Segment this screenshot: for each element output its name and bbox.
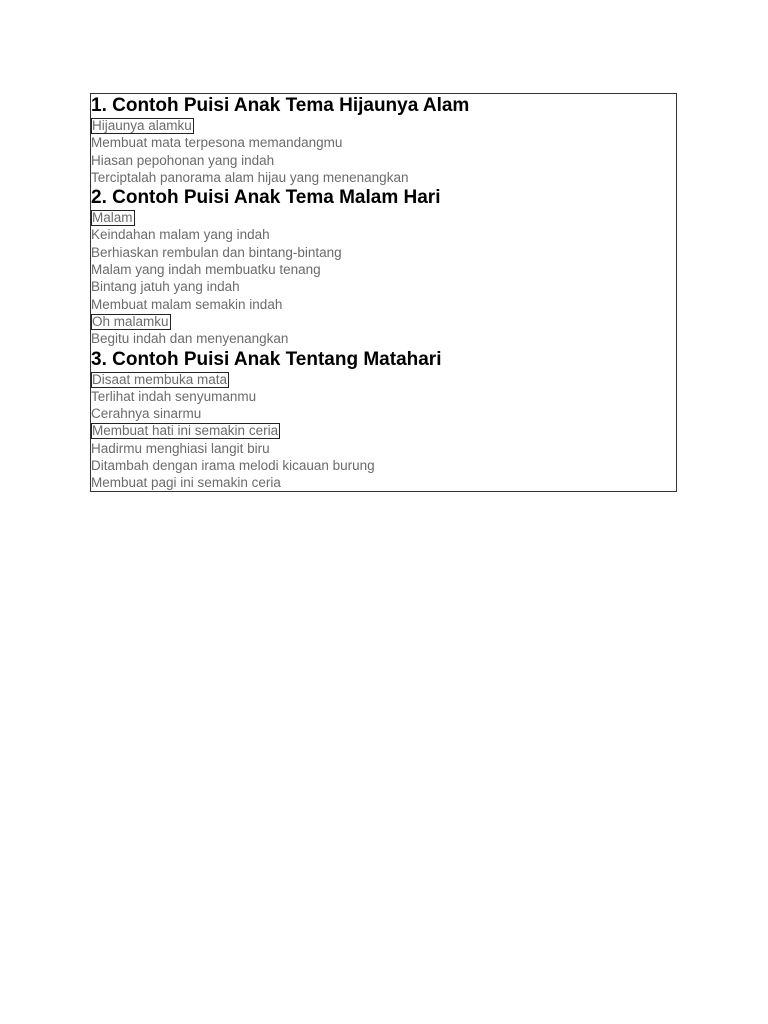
- poem-line: [91, 388, 676, 405]
- poem-line-text: Membuat pagi ini semakin ceria: [91, 475, 281, 491]
- poem-line-text: Terlihat indah senyumanmu: [91, 388, 257, 404]
- poem-line: [91, 152, 676, 169]
- document-content-box: [90, 93, 677, 492]
- poem-section-malam-hari: [91, 186, 676, 347]
- poem-line: [91, 209, 676, 226]
- poem-line: [91, 371, 676, 388]
- poem-line-text: Begitu indah dan menyenangkan: [91, 331, 289, 347]
- section-heading: 3. Contoh Puisi Anak Tentang Matahari: [91, 348, 442, 370]
- poem-line: [91, 422, 676, 439]
- poem-line-text: Bintang jatuh yang indah: [91, 279, 240, 295]
- poem-line: [91, 261, 676, 278]
- poem-line-text: Terciptalah panorama alam hijau yang menenangkan: [91, 169, 409, 185]
- poem-line-text: Malam yang indah membuatku tenang: [91, 262, 321, 278]
- poem-line-text: Membuat malam semakin indah: [91, 296, 283, 312]
- poem-section-matahari: [91, 348, 676, 492]
- poem-line: [91, 169, 676, 186]
- poem-section-hijaunya-alam: [91, 94, 676, 186]
- poem-line-text: Hijaunya alamku: [92, 118, 192, 133]
- poem-line: [91, 330, 676, 347]
- poem-line-text: Malam: [92, 210, 133, 226]
- poem-line: [91, 457, 676, 474]
- poem-line-text: Berhiaskan rembulan dan bintang-bintang: [91, 244, 342, 260]
- poem-line: [91, 226, 676, 243]
- poem-line-text: Cerahnya sinarmu: [91, 406, 202, 422]
- poem-line-text: Ditambah dengan irama melodi kicauan burung: [91, 458, 375, 474]
- poem-line-text: Oh malamku: [92, 313, 169, 329]
- poem-line: [91, 440, 676, 457]
- section-heading: 1. Contoh Puisi Anak Tema Hijaunya Alam: [91, 95, 470, 116]
- poem-line: [91, 474, 676, 491]
- poem-line: [91, 405, 676, 422]
- poem-line-text: Hiasan pepohonan yang indah: [91, 152, 275, 168]
- poem-line-text: Hadirmu menghiasi langit biru: [91, 440, 270, 456]
- poem-line-text: Membuat mata terpesona memandangmu: [91, 135, 343, 151]
- poem-line: [91, 278, 676, 295]
- poem-line-text: Disaat membuka mata: [92, 371, 228, 387]
- poem-line-text: Keindahan malam yang indah: [91, 227, 270, 243]
- poem-line-text: Membuat hati ini semakin ceria: [92, 423, 279, 439]
- section-heading: 2. Contoh Puisi Anak Tema Malam Hari: [91, 187, 441, 209]
- poem-line: [91, 244, 676, 261]
- poem-line: [91, 296, 676, 313]
- poem-line: [91, 313, 676, 330]
- poem-line: [91, 134, 676, 151]
- poem-line: [91, 117, 676, 134]
